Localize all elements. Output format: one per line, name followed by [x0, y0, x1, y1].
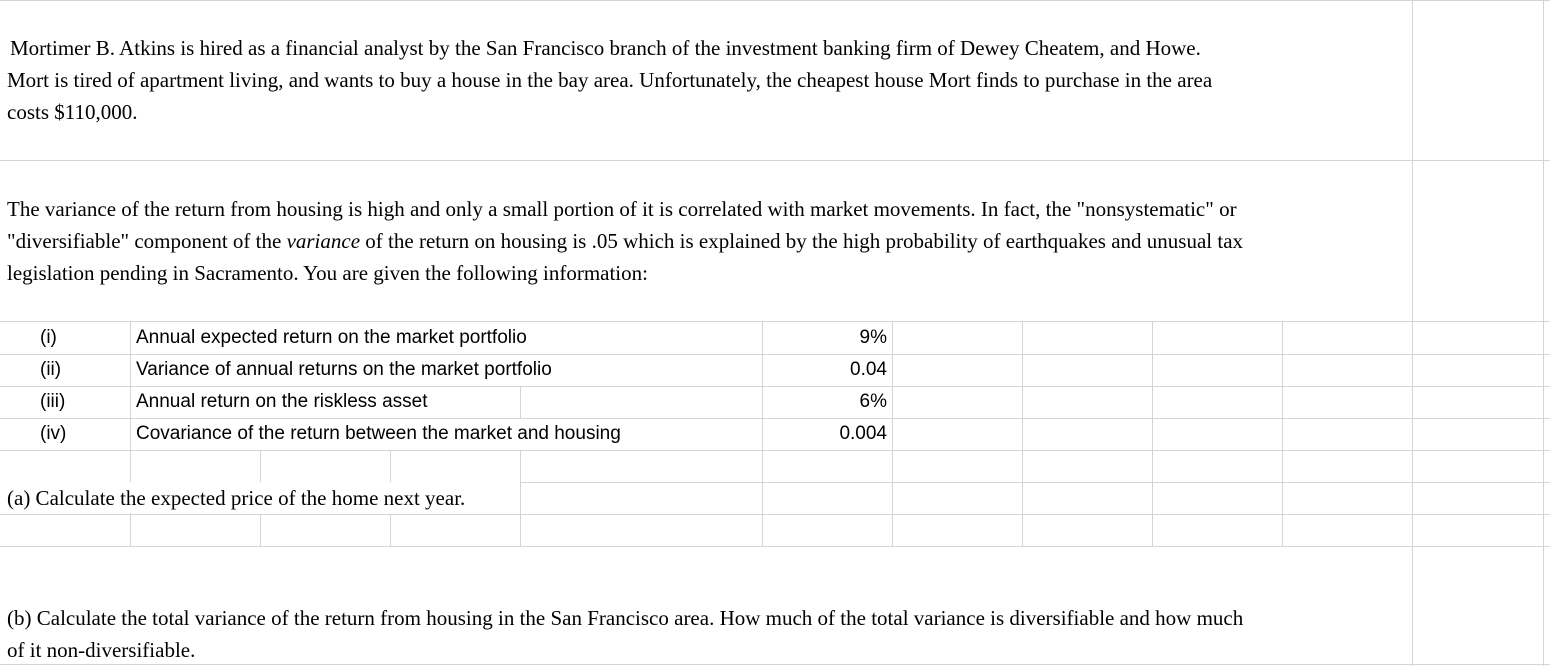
info-description-iii: Annual return on the riskless asset	[136, 391, 428, 412]
grid-line	[1022, 321, 1023, 546]
info-label-i: (i)	[40, 327, 57, 348]
intro-line-3: costs $110,000.	[7, 100, 138, 124]
variance-line-2-after: of the return on housing is .05 which is explained by the high probability of earthquakes and unusual tax	[360, 229, 1244, 253]
grid-line	[520, 386, 521, 418]
info-description-ii: Variance of annual returns on the market portfolio	[136, 359, 552, 380]
variance-line-2-italic: variance	[286, 229, 361, 253]
grid-line	[390, 450, 391, 482]
grid-line	[520, 450, 521, 546]
variance-line-2	[7, 225, 1243, 257]
grid-line	[762, 321, 763, 546]
info-value-iii: 6%	[859, 391, 887, 412]
grid-line	[0, 0, 1550, 1]
grid-line	[1543, 0, 1544, 666]
question-a: (a) Calculate the expected price of the home next year.	[7, 486, 466, 510]
grid-line	[0, 514, 1550, 515]
grid-line	[260, 514, 261, 546]
question-b-line-2: of it non-diversifiable.	[7, 638, 196, 662]
info-label-ii: (ii)	[40, 359, 62, 380]
grid-line	[390, 514, 391, 546]
variance-line-3: legislation pending in Sacramento. You are given the following information:	[7, 261, 648, 285]
intro-line-1: Mortimer B. Atkins is hired as a financial analyst by the San Francisco branch of the investment banking firm of Dewey Cheatem, and Howe.	[10, 36, 1201, 60]
info-label-iv: (iv)	[40, 423, 67, 444]
info-value-i: 9%	[859, 327, 887, 348]
grid-line	[260, 450, 261, 482]
intro-line-2: Mort is tired of apartment living, and wants to buy a house in the bay area. Unfortunately, the cheapest house Mort finds to purchase in the area	[7, 68, 1213, 92]
grid-line	[892, 321, 893, 546]
grid-line	[1412, 0, 1413, 666]
info-value-ii: 0.04	[850, 359, 887, 380]
info-description-i: Annual expected return on the market portfolio	[136, 327, 527, 348]
info-value-iv: 0.004	[839, 423, 887, 444]
grid-line	[0, 450, 1550, 451]
question-b-line-1: (b) Calculate the total variance of the return from housing in the San Francisco area. How much of the total variance is diversifiable and how much	[7, 606, 1244, 630]
variance-line-1: The variance of the return from housing is high and only a small portion of it is correlated with market movements. In fact, the "nonsystematic" or	[7, 197, 1237, 221]
grid-line	[1152, 321, 1153, 546]
info-description-iv: Covariance of the return between the market and housing	[136, 423, 621, 444]
grid-line	[0, 546, 1550, 547]
variance-line-2-before: "diversifiable" component of the	[7, 229, 287, 253]
info-label-iii: (iii)	[40, 391, 66, 412]
grid-line	[1282, 321, 1283, 546]
grid-line	[0, 664, 1550, 665]
grid-line	[0, 160, 1550, 161]
